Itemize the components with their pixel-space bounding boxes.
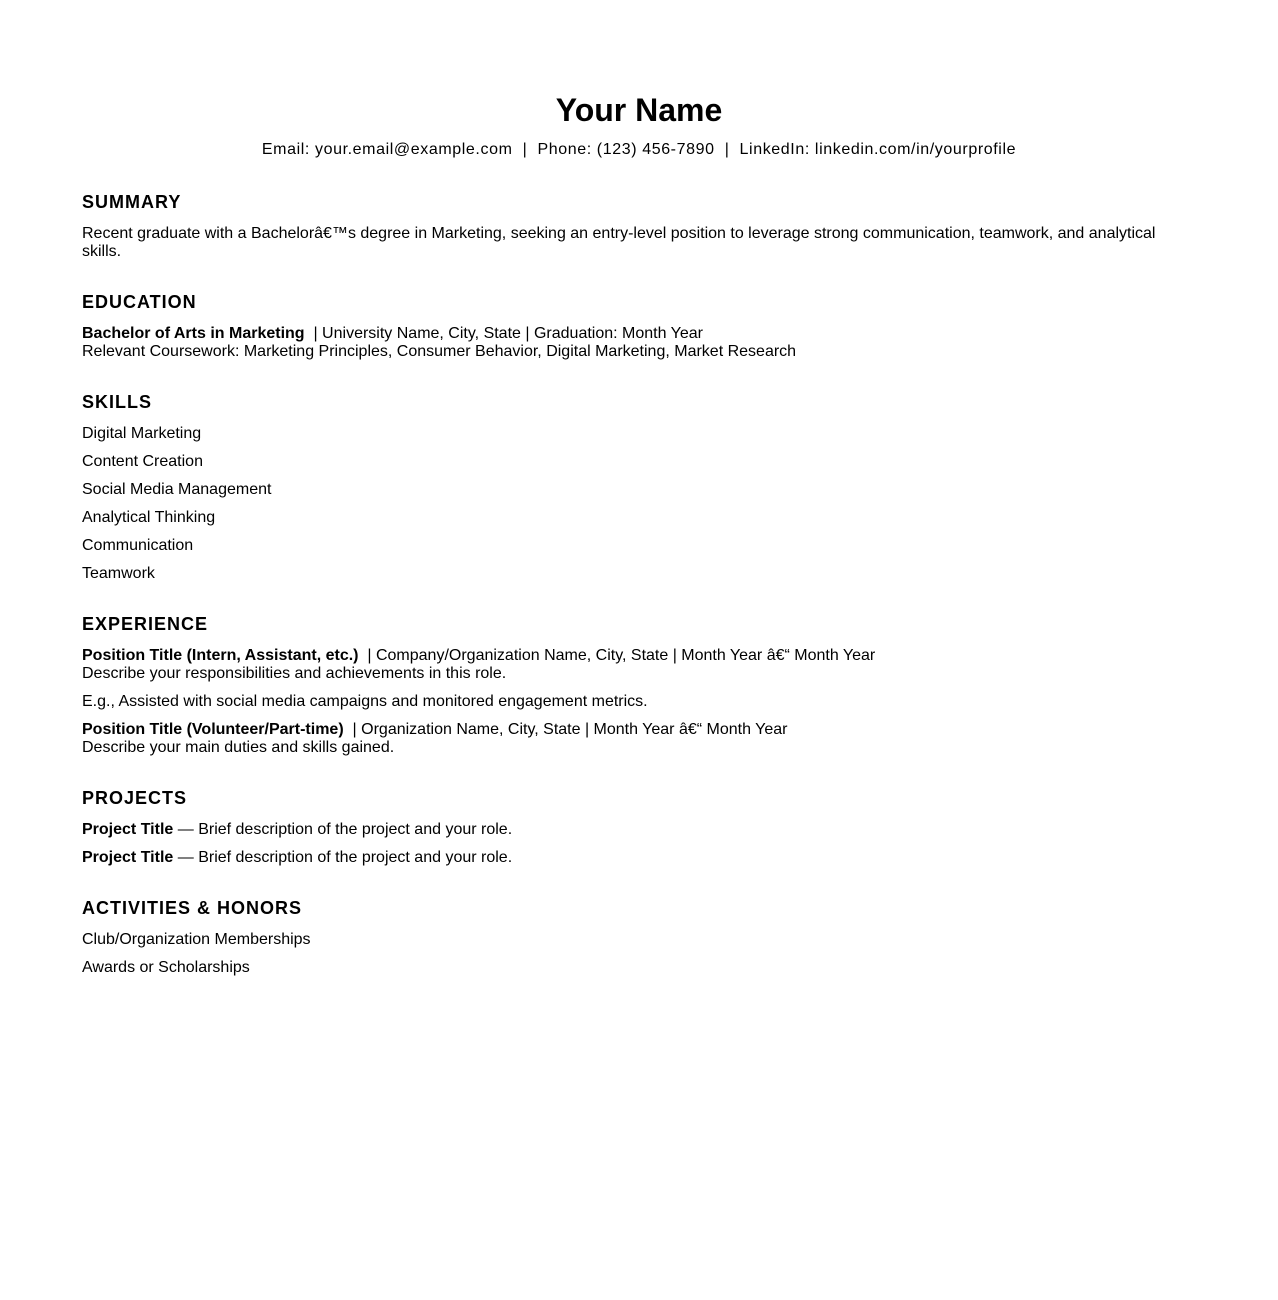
activities-section [82, 897, 1196, 987]
summary-text: Recent graduate with a Bachelorâ€™s degree in Marketing, seeking an entry-level position to leverage strong communication, teamwork, and analytical skills. [82, 225, 1156, 260]
contact-line: Email: your.email@example.com | Phone: (123) 456-7890 | LinkedIn: linkedin.com/in/yourprofile [261, 141, 1017, 158]
skill-item: Analytical Thinking [82, 509, 216, 526]
project-description: — Brief description of the project and your role. [173, 849, 513, 866]
activities-list [82, 931, 1196, 987]
education-section [82, 291, 1196, 361]
degree-title: Bachelor of Arts in Marketing [82, 325, 305, 342]
candidate-name: Your Name [555, 92, 723, 128]
coursework: Relevant Coursework: Marketing Principles, Consumer Behavior, Digital Marketing, Market Research [82, 343, 797, 360]
job-details: | Company/Organization Name, City, State | Month Year â€“ Month Year [358, 647, 876, 664]
summary-section [82, 191, 1196, 261]
skills-list [82, 425, 1196, 593]
skills-section [82, 391, 1196, 593]
skill-item: Content Creation [82, 453, 203, 470]
skill-item: Communication [82, 537, 194, 554]
section-heading-education: EDUCATION [82, 292, 197, 312]
section-heading-experience: EXPERIENCE [82, 614, 209, 634]
skill-item: Social Media Management [82, 481, 272, 498]
job-title: Position Title (Volunteer/Part-time) [82, 721, 344, 738]
activity-item: Club/Organization Memberships [82, 931, 311, 948]
experience-entry [82, 721, 1196, 757]
project-item [82, 821, 1196, 849]
job-description: Describe your main duties and skills gained. [82, 739, 395, 756]
job-description: Describe your responsibilities and achievements in this role. [82, 665, 507, 682]
project-title: Project Title [82, 849, 174, 866]
projects-section [82, 787, 1196, 877]
job-details: | Organization Name, City, State | Month Year â€“ Month Year [343, 721, 788, 738]
experience-list [82, 647, 1196, 757]
section-heading-activities: ACTIVITIES & HONORS [82, 898, 303, 918]
experience-entry [82, 647, 1196, 683]
project-description: — Brief description of the project and your role. [173, 821, 513, 838]
education-details: | University Name, City, State | Graduation: Month Year [304, 325, 703, 342]
project-item [82, 849, 1196, 877]
job-title: Position Title (Intern, Assistant, etc.) [82, 647, 359, 664]
job-note: E.g., Assisted with social media campaigns and monitored engagement metrics. [82, 693, 648, 710]
education-entry [82, 325, 1196, 361]
skill-item: Teamwork [82, 565, 155, 582]
projects-list [82, 821, 1196, 877]
section-heading-projects: PROJECTS [82, 788, 188, 808]
section-heading-summary: SUMMARY [82, 192, 182, 212]
project-title: Project Title [82, 821, 174, 838]
skill-item: Digital Marketing [82, 425, 202, 442]
experience-section [82, 613, 1196, 757]
section-heading-skills: SKILLS [82, 392, 153, 412]
activity-item: Awards or Scholarships [82, 959, 250, 976]
